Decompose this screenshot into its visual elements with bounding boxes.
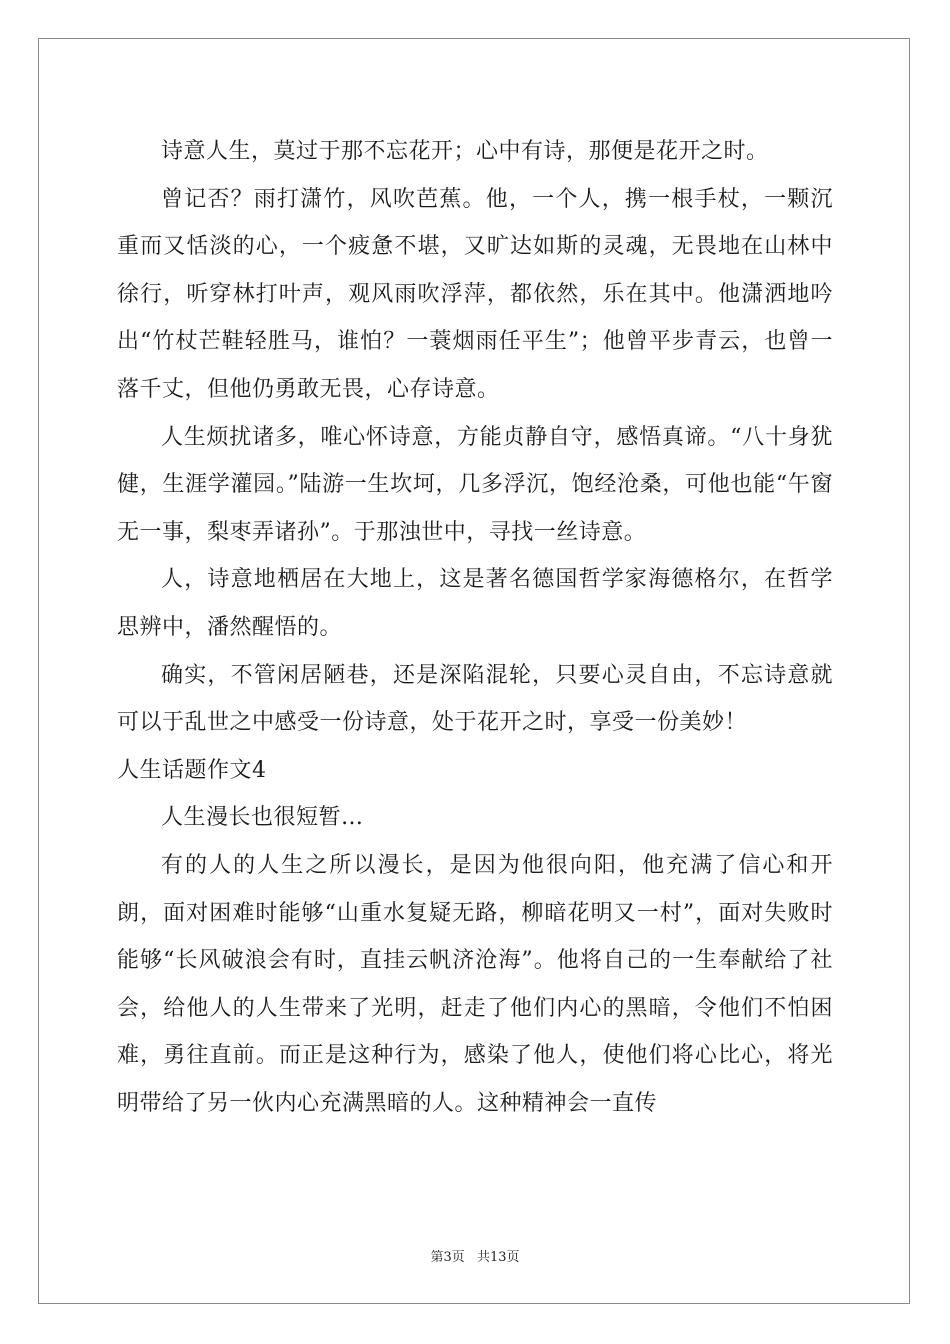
total-pages: 共13页 bbox=[476, 1250, 520, 1265]
paragraph-1: 诗意人生，莫过于那不忘花开；心中有诗，那便是花开之时。 bbox=[161, 139, 769, 164]
paragraph-6: 人生漫长也很短暂… bbox=[161, 805, 364, 831]
page-footer bbox=[0, 1246, 950, 1265]
paragraph-4: 人，诗意地栖居在大地上，这是著名德国哲学家海德格尔，在哲学思辨中，潘然醒悟的。 bbox=[117, 567, 833, 640]
paragraph-2: 曾记否？雨打潇竹，风吹芭蕉。他，一个人，携一根手杖，一颗沉重而又恬淡的心，一个疲惫不堪，又旷达如斯的灵魂，无畏地在山林中徐行，听穿林打叶声，观风雨吹浮萍，都依然，乐在其中。他潇洒地吟出“竹杖芒鞋轻胜马，谁怕？一蓑烟雨任平生”；他曾平步青云，也曾一落千丈，但他仍勇敢无畏，心存诗意。 bbox=[117, 186, 833, 402]
paragraph-5: 确实，不管闲居陋巷，还是深陷混轮，只要心灵自由，不忘诗意就可以于乱世之中感受一份诗意，处于花开之时，享受一份美妙！ bbox=[117, 662, 833, 736]
paragraph-3: 人生烦扰诸多，唯心怀诗意，方能贞静自守，感悟真谛。“八十身犹健，生涯学灌园。”陆游一生坎坷，几多浮沉，饱经沧桑，可他也能“午窗无一事，梨枣弄诸孙”。于那浊世中，寻找一丝诗意。 bbox=[117, 424, 833, 545]
page-number: 第3页 bbox=[430, 1250, 465, 1265]
paragraph-7: 有的人的人生之所以漫长，是因为他很向阳，他充满了信心和开朗，面对困难时能够“山重水复疑无路，柳暗花明又一村”，面对失败时能够“长风破浪会有时，直挂云帆济沧海”。他将自己的一生奉献给了社会，给他人的人生带来了光明，赶走了他们内心的黑暗，令他们不怕困难，勇往直前。而正是这种行为，感染了他人，使他们将心比心，将光明带给了另一伙内心充满黑暗的人。这种精神会一直传 bbox=[117, 852, 833, 1116]
document-body bbox=[117, 128, 833, 1127]
section-heading: 人生话题作文4 bbox=[117, 757, 267, 783]
